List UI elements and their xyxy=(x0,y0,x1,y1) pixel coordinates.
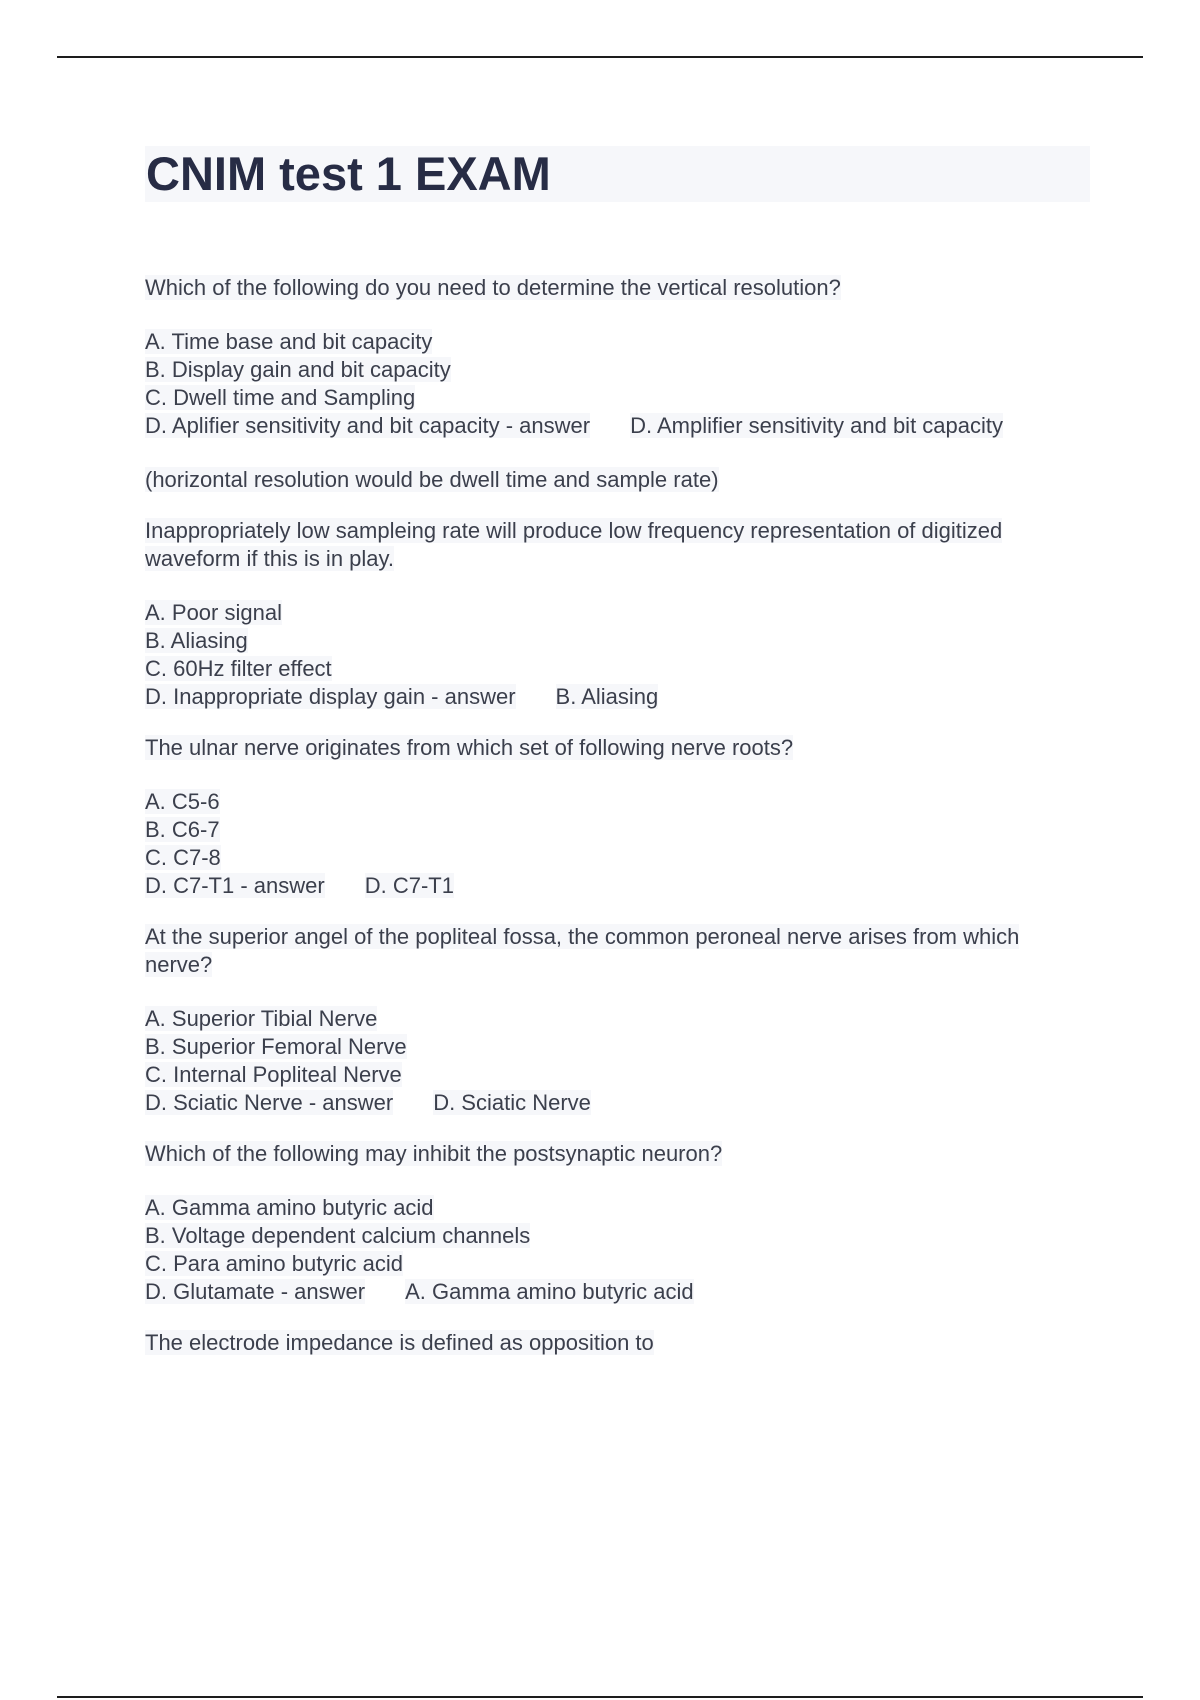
option-a: A. Poor signal xyxy=(145,600,282,625)
question-stem: The electrode impedance is defined as opposition to xyxy=(145,1330,654,1355)
question-4 xyxy=(145,923,1090,1117)
option-d: D. Sciatic Nerve - answer xyxy=(145,1090,394,1115)
option-c: C. 60Hz filter effect xyxy=(145,656,332,681)
question-stem: At the superior angel of the popliteal fossa, the common peroneal nerve arises from which nerve? xyxy=(145,924,1020,977)
option-list xyxy=(145,1005,1090,1117)
document-title: CNIM test 1 EXAM xyxy=(145,146,1090,202)
question-stem: Which of the following do you need to determine the vertical resolution? xyxy=(145,275,841,300)
option-c: C. C7-8 xyxy=(145,845,221,870)
answer-text: D. Sciatic Nerve xyxy=(433,1090,591,1115)
option-a: A. Gamma amino butyric acid xyxy=(145,1195,434,1220)
option-d: D. Glutamate - answer xyxy=(145,1279,366,1304)
answer-text: D. Amplifier sensitivity and bit capacity xyxy=(630,413,1004,438)
option-a: A. Time base and bit capacity xyxy=(145,329,433,354)
option-list xyxy=(145,599,1090,711)
option-list xyxy=(145,788,1090,900)
option-c: C. Internal Popliteal Nerve xyxy=(145,1062,402,1087)
option-d: D. C7-T1 - answer xyxy=(145,873,325,898)
bottom-rule xyxy=(57,1696,1143,1698)
answer-text: A. Gamma amino butyric acid xyxy=(405,1279,694,1304)
top-rule xyxy=(57,56,1143,58)
answer-note: (horizontal resolution would be dwell time and sample rate) xyxy=(145,467,719,492)
option-d: D. Inappropriate display gain - answer xyxy=(145,684,516,709)
option-b: B. Display gain and bit capacity xyxy=(145,357,451,382)
question-stem: Inappropriately low sampleing rate will produce low frequency representation of digitized waveform if this is in play. xyxy=(145,518,1003,571)
option-list xyxy=(145,328,1090,440)
option-b: B. Aliasing xyxy=(145,628,248,653)
answer-text: B. Aliasing xyxy=(555,684,659,709)
option-list xyxy=(145,1194,1090,1306)
question-5 xyxy=(145,1140,1090,1306)
option-a: A. Superior Tibial Nerve xyxy=(145,1006,378,1031)
question-6 xyxy=(145,1329,1090,1357)
question-1 xyxy=(145,274,1090,494)
option-d: D. Aplifier sensitivity and bit capacity - answer xyxy=(145,413,591,438)
option-c: C. Para amino butyric acid xyxy=(145,1251,403,1276)
option-b: B. C6-7 xyxy=(145,817,220,842)
question-stem: The ulnar nerve originates from which set of following nerve roots? xyxy=(145,735,794,760)
answer-text: D. C7-T1 xyxy=(364,873,454,898)
question-list xyxy=(145,274,1090,1357)
option-b: B. Voltage dependent calcium channels xyxy=(145,1223,531,1248)
document-body xyxy=(145,146,1090,1383)
question-3 xyxy=(145,734,1090,900)
option-c: C. Dwell time and Sampling xyxy=(145,385,416,410)
question-stem: Which of the following may inhibit the postsynaptic neuron? xyxy=(145,1141,723,1166)
option-b: B. Superior Femoral Nerve xyxy=(145,1034,407,1059)
question-2 xyxy=(145,517,1090,711)
option-a: A. C5-6 xyxy=(145,789,220,814)
